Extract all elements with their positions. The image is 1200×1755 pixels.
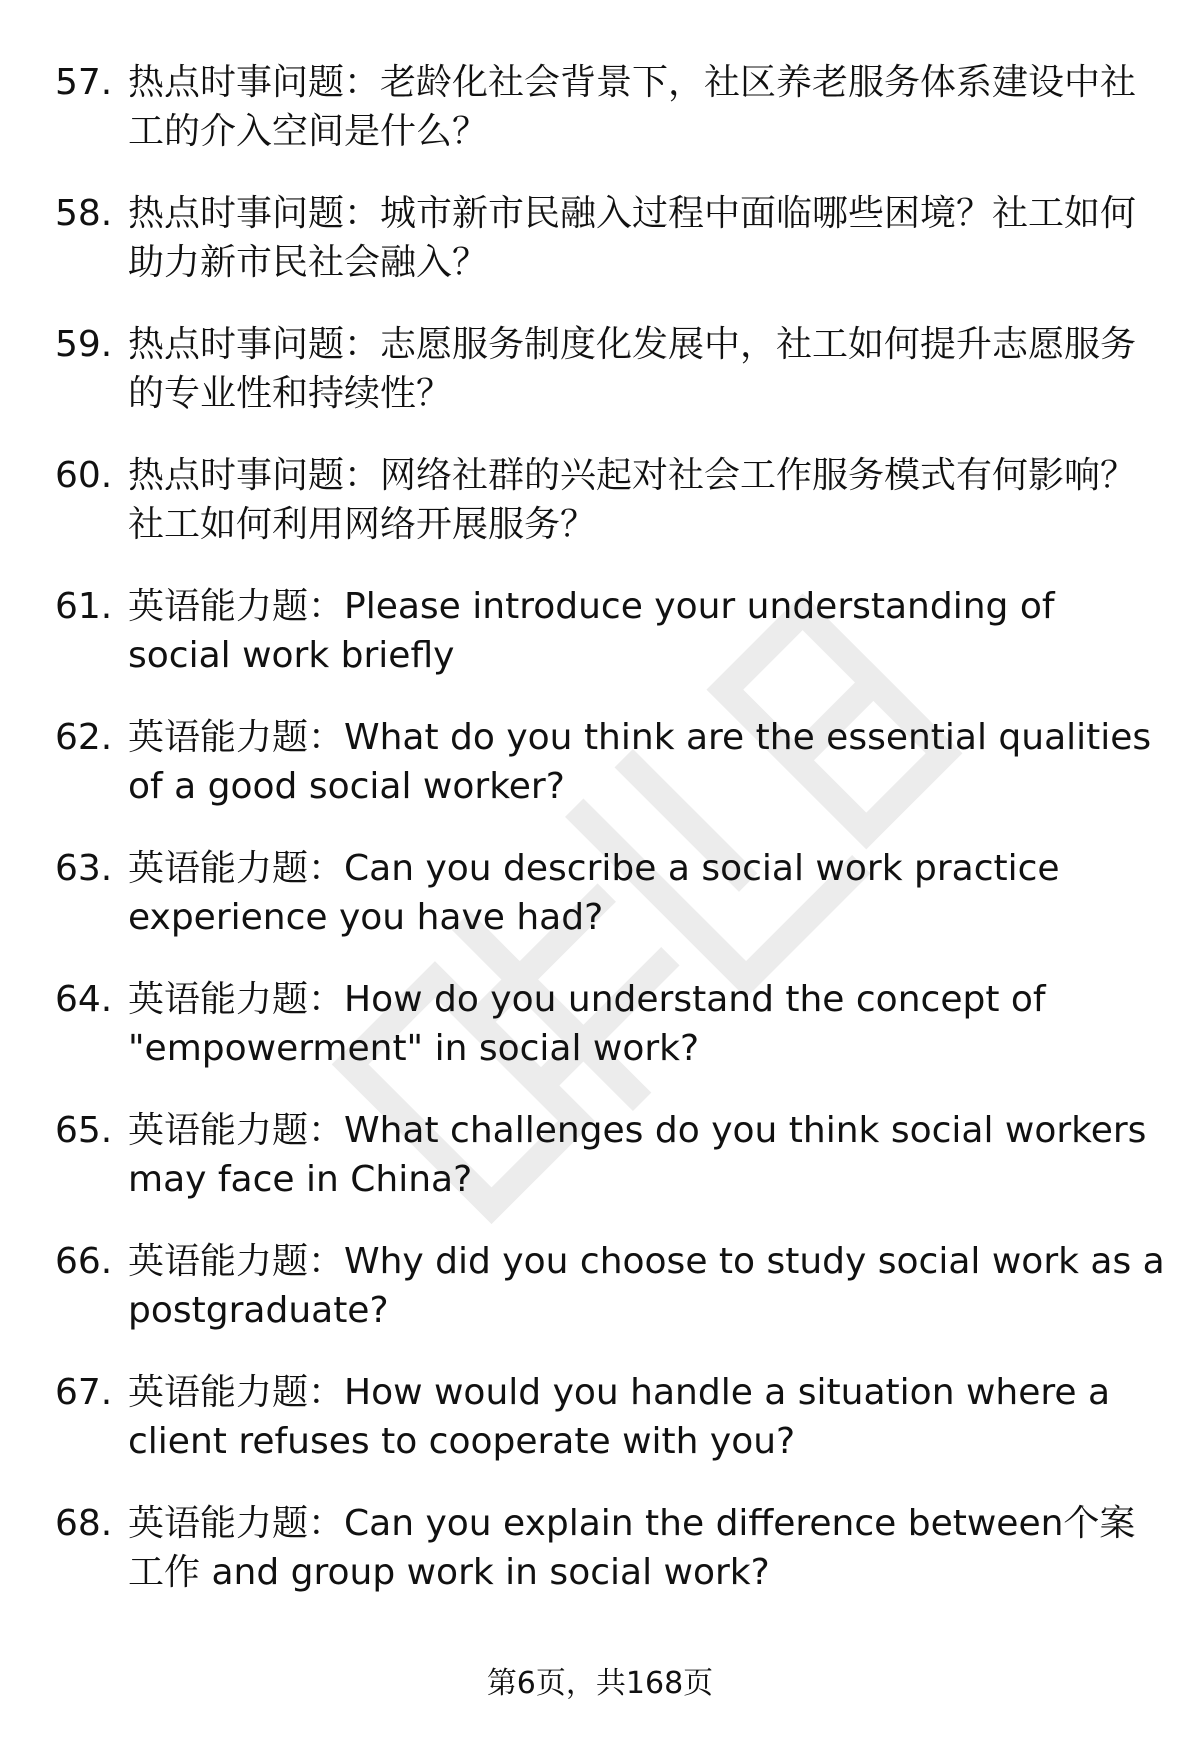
question-text: 热点时事问题：老龄化社会背景下，社区养老服务体系建设中社工的介入空间是什么？ — [128, 62, 1137, 152]
question-item — [55, 1106, 1165, 1237]
question-item — [55, 1237, 1165, 1368]
question-text: 英语能力题：How do you understand the concept of "empowerment" in social work? — [128, 979, 1046, 1069]
question-text: 英语能力题：Can you describe a social work practice experience you have had? — [128, 848, 1060, 938]
question-list — [55, 58, 1165, 1630]
question-number: 64. — [55, 979, 113, 1020]
page-footer: 第6页，共168页 — [486, 1666, 714, 1701]
question-number: 62. — [55, 717, 113, 758]
question-text: 英语能力题：How would you handle a situation where a client refuses to cooperate with you? — [128, 1372, 1111, 1462]
question-number: 57. — [55, 62, 113, 103]
question-text: 英语能力题：Please introduce your understanding of social work briefly — [128, 586, 1055, 676]
question-item — [55, 189, 1165, 320]
question-item — [55, 975, 1165, 1106]
question-text: 热点时事问题：城市新市民融入过程中面临哪些困境？社工如何助力新市民社会融入？ — [128, 193, 1137, 283]
question-item — [55, 58, 1165, 189]
question-item — [55, 713, 1165, 844]
question-text: 热点时事问题：网络社群的兴起对社会工作服务模式有何影响？社工如何利用网络开展服务？ — [128, 455, 1137, 545]
question-number: 58. — [55, 193, 113, 234]
question-text: 热点时事问题：志愿服务制度化发展中，社工如何提升志愿服务的专业性和持续性？ — [128, 324, 1137, 414]
question-number: 59. — [55, 324, 113, 365]
question-text: 英语能力题：Can you explain the difference between个案工作 and group work in social work? — [128, 1503, 1136, 1593]
question-item — [55, 320, 1165, 451]
question-number: 61. — [55, 586, 113, 627]
question-number: 66. — [55, 1241, 113, 1282]
question-text: 英语能力题：What do you think are the essential qualities of a good social worker? — [128, 717, 1152, 807]
question-item — [55, 451, 1165, 582]
question-number: 65. — [55, 1110, 113, 1151]
question-text: 英语能力题：Why did you choose to study social work as a postgraduate? — [128, 1241, 1165, 1331]
question-text: 英语能力题：What challenges do you think social workers may face in China? — [128, 1110, 1147, 1200]
question-item — [55, 1368, 1165, 1499]
question-number: 67. — [55, 1372, 113, 1413]
question-item — [55, 1499, 1165, 1630]
question-number: 60. — [55, 455, 113, 496]
question-item — [55, 582, 1165, 713]
question-number: 68. — [55, 1503, 113, 1544]
question-number: 63. — [55, 848, 113, 889]
question-item — [55, 844, 1165, 975]
